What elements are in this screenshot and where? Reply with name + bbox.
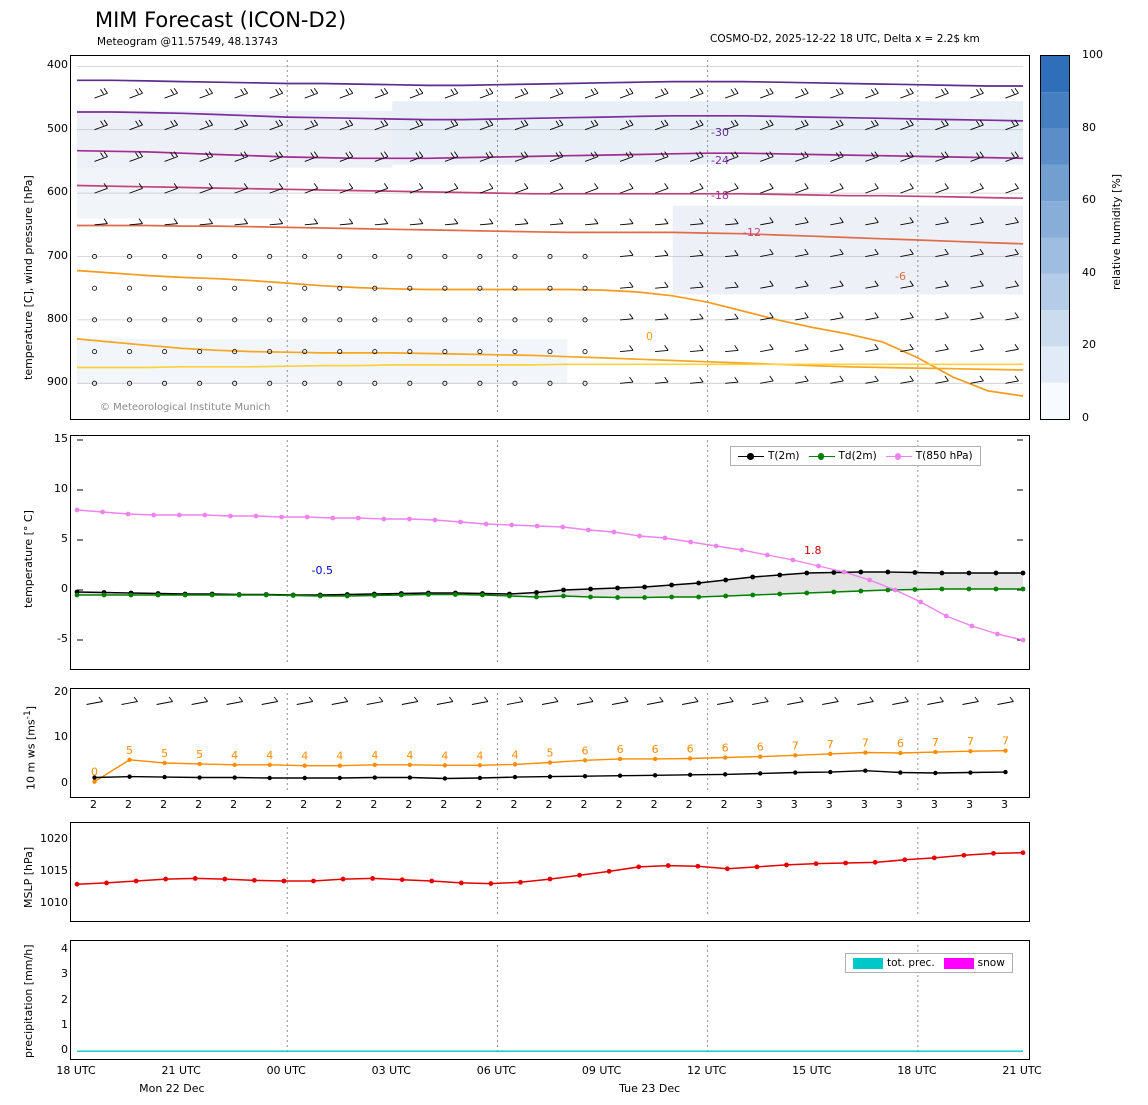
mslp-y-axis-label: MSLP [hPa] (22, 846, 35, 908)
wind-dir-label-20: 3 (790, 798, 798, 811)
colorbar-tick-100: 100 (1082, 48, 1103, 61)
wind-dir-label-16: 2 (650, 798, 658, 811)
legend-item-tot-prec- (853, 957, 935, 969)
svg-text:6: 6 (686, 742, 694, 756)
svg-text:0: 0 (646, 330, 653, 343)
xtick-1: 21 UTC (161, 1064, 201, 1077)
temp-ytick-15: 15 (54, 432, 68, 445)
vertical-profile-plot (71, 56, 1029, 419)
svg-text:6: 6 (616, 742, 624, 756)
legend-item-td-2m- (809, 450, 877, 462)
mslp-ytick-1020: 1020 (40, 831, 68, 845)
wind-dir-label-2: 2 (160, 798, 168, 811)
wind-dir-label-17: 2 (685, 798, 693, 811)
svg-text:4: 4 (371, 748, 379, 762)
humidity-colorbar (1040, 55, 1070, 420)
legend-label: T(850 hPa) (915, 450, 973, 462)
wind-dir-label-15: 2 (615, 798, 623, 811)
svg-text:7: 7 (861, 736, 869, 750)
legend-item-snow (944, 957, 1005, 969)
wind-dir-label-8: 2 (370, 798, 378, 811)
wind-dir-label-7: 2 (335, 798, 343, 811)
svg-text:-24: -24 (711, 154, 729, 167)
wind-dir-label-24: 3 (930, 798, 938, 811)
svg-text:4: 4 (511, 748, 519, 762)
profile-ytick-600: 600 (47, 185, 68, 199)
prec-ytick-0: 0 (61, 1043, 68, 1057)
svg-text:4: 4 (476, 749, 484, 763)
svg-text:4: 4 (266, 748, 274, 762)
svg-text:1.8: 1.8 (804, 544, 822, 557)
xtick-5: 09 UTC (581, 1064, 622, 1077)
wind-dir-label-25: 3 (965, 798, 973, 811)
svg-text:7: 7 (931, 736, 939, 750)
legend-label: T(2m) (768, 450, 800, 462)
svg-text:-0.5: -0.5 (311, 564, 333, 577)
legend-item-t-2m- (738, 450, 800, 462)
wind-dir-label-3: 2 (195, 798, 203, 811)
svg-text:-6: -6 (895, 270, 906, 283)
legend-label: snow (977, 957, 1005, 969)
wind-dir-label-10: 2 (440, 798, 448, 811)
xtick-4: 06 UTC (476, 1064, 517, 1077)
wind-dir-label-9: 2 (405, 798, 413, 811)
svg-text:5: 5 (161, 747, 169, 760)
wind-dir-label-14: 2 (580, 798, 588, 811)
wind-dir-label-5: 2 (265, 798, 273, 811)
svg-text:4: 4 (441, 749, 449, 763)
wind-dir-label-4: 2 (230, 798, 238, 811)
xtick-8: 18 UTC (897, 1064, 937, 1077)
profile-ytick-700: 700 (47, 248, 68, 262)
temperature-legend (730, 446, 981, 466)
wind-ytick-20: 20 (54, 685, 68, 698)
meteogram-location-subtitle: Meteogram @11.57549, 48.13743 (97, 36, 278, 48)
prec-ytick-1: 1 (61, 1017, 68, 1031)
vertical-profile-panel (70, 55, 1030, 420)
xtick-0: 18 UTC (56, 1064, 96, 1077)
precipitation-y-axis-label: precipitation [mm/h] (22, 944, 35, 1058)
prec-ytick-2: 2 (61, 992, 68, 1006)
colorbar-tick-80: 80 (1082, 120, 1096, 134)
svg-text:7: 7 (791, 739, 799, 753)
svg-text:-30: -30 (711, 126, 729, 139)
profile-ytick-500: 500 (47, 121, 68, 135)
wind-dir-label-21: 3 (825, 798, 833, 811)
svg-text:0: 0 (91, 765, 99, 779)
temp-ytick-0: 0 (61, 582, 68, 595)
colorbar-tick-60: 60 (1082, 193, 1096, 207)
wind-dir-label-12: 2 (510, 798, 518, 811)
svg-text:4: 4 (336, 749, 344, 763)
temp-ytick-10: 10 (54, 482, 68, 495)
legend-color-swatch (853, 958, 883, 969)
wind-dir-label-6: 2 (300, 798, 308, 811)
page-title: MIM Forecast (ICON-D2) (95, 8, 347, 32)
legend-item-t-850-hpa- (886, 450, 973, 462)
wind-dir-label-22: 3 (860, 798, 868, 811)
day-label-mon: Mon 22 Dec (139, 1082, 205, 1095)
svg-text:5: 5 (196, 747, 204, 761)
wind-panel (70, 688, 1030, 798)
profile-ytick-800: 800 (47, 311, 68, 325)
legend-label: tot. prec. (887, 957, 935, 969)
day-label-tue: Tue 23 Dec (619, 1082, 681, 1095)
temperature-panel (70, 435, 1030, 670)
wind-dir-label-13: 2 (545, 798, 553, 811)
svg-text:4: 4 (231, 748, 239, 762)
svg-text:4: 4 (301, 749, 309, 763)
wind-dir-label-26: 3 (1000, 798, 1008, 811)
legend-label: Td(2m) (838, 450, 877, 462)
xtick-3: 03 UTC (371, 1064, 411, 1077)
svg-text:6: 6 (896, 737, 904, 750)
model-info-text: COSMO-D2, 2025-12-22 18 UTC, Delta x = 2.2$ km (710, 33, 980, 45)
xtick-9: 21 UTC (1002, 1064, 1042, 1077)
svg-text:6: 6 (756, 740, 764, 754)
profile-ytick-400: 400 (47, 58, 68, 72)
colorbar-tick-40: 40 (1082, 265, 1096, 279)
legend-line-swatch (809, 456, 835, 457)
profile-ytick-900: 900 (47, 375, 68, 389)
wind-dir-label-18: 2 (720, 798, 728, 811)
svg-text:5: 5 (546, 746, 554, 760)
svg-text:4: 4 (406, 748, 414, 762)
mslp-panel (70, 822, 1030, 922)
svg-text:6: 6 (581, 744, 589, 758)
wind-ytick-0: 0 (61, 775, 68, 789)
svg-text:-12: -12 (743, 226, 761, 239)
xtick-2: 00 UTC (266, 1064, 306, 1077)
colorbar-tick-0: 0 (1082, 411, 1089, 424)
svg-text:-18: -18 (711, 189, 729, 202)
svg-text:6: 6 (651, 742, 659, 756)
legend-line-swatch (738, 456, 764, 457)
precipitation-legend (845, 953, 1013, 973)
temperature-y-axis-label: temperature [° C] (22, 510, 35, 608)
temp-ytick--5: -5 (57, 632, 68, 645)
xtick-6: 12 UTC (687, 1064, 727, 1077)
svg-text:6: 6 (721, 741, 729, 755)
wind-y-axis-label: 10 m ws $[ms^{-1}]$ (22, 705, 38, 790)
colorbar-tick-20: 20 (1082, 338, 1096, 352)
prec-ytick-4: 4 (61, 942, 68, 956)
xtick-7: 15 UTC (792, 1064, 832, 1077)
legend-line-swatch (886, 456, 912, 457)
wind-dir-label-23: 3 (895, 798, 903, 811)
legend-color-swatch (944, 958, 974, 969)
wind-dir-label-11: 2 (475, 798, 483, 811)
colorbar-label: relative humidity [%] (1110, 173, 1123, 290)
svg-text:7: 7 (1001, 734, 1009, 748)
mslp-ytick-1015: 1015 (40, 864, 68, 877)
svg-text:7: 7 (966, 735, 974, 749)
svg-text:7: 7 (826, 737, 834, 751)
copyright-text: © Meteorological Institute Munich (100, 402, 271, 413)
temp-ytick-5: 5 (61, 532, 68, 545)
wind-dir-label-1: 2 (125, 798, 133, 811)
wind-ytick-10: 10 (54, 730, 68, 744)
svg-text:5: 5 (126, 743, 134, 757)
prec-ytick-3: 3 (61, 967, 68, 981)
profile-y-axis-label: temperature [C], wind pressure [hPa] (22, 175, 35, 380)
wind-dir-label-0: 2 (90, 798, 98, 811)
wind-dir-label-19: 3 (755, 798, 763, 811)
mslp-ytick-1010: 1010 (40, 896, 68, 910)
